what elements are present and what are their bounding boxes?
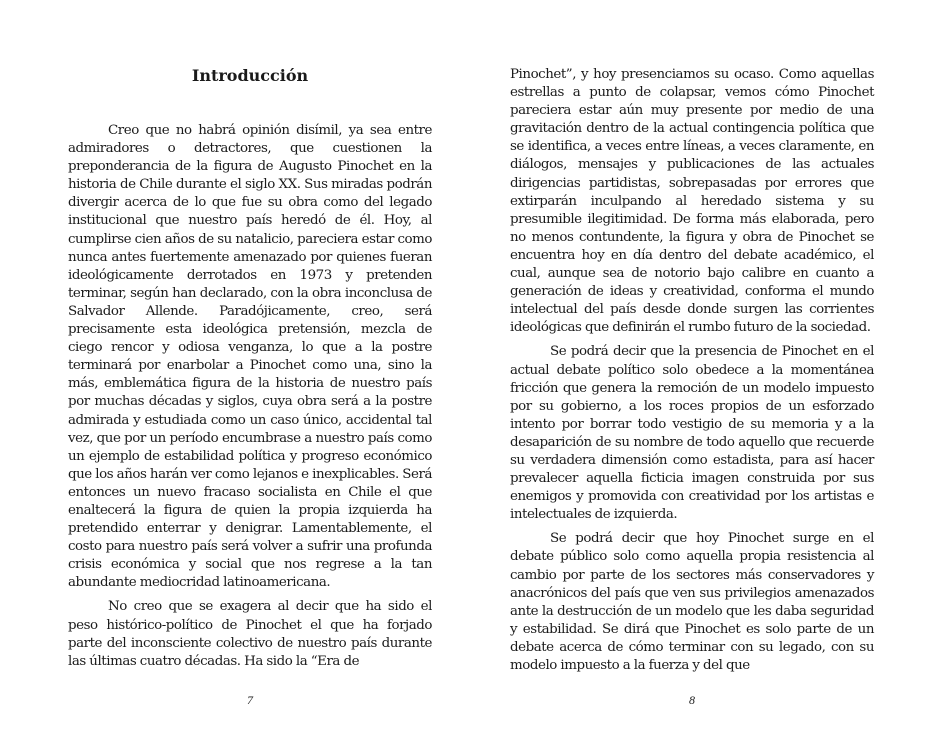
right-page-text [510, 66, 874, 681]
page-number: 8 [689, 693, 695, 707]
paragraph: Se podrá decir que hoy Pinochet surge en el debate público solo como aquella propia resistencia al cambio por parte de los sectores más conservadores y anacrónicos del país que ven sus privilegios amenazados ante la destrucción de un modelo que les daba seguridad y estabilidad. Se dirá que Pinochet es solo parte de un debate acerca de cómo terminar con su legado, con su modelo impuesto a la fuerza y del que [510, 531, 874, 673]
paragraph: Creo que no habrá opinión disímil, ya sea entre admiradores o detractores, que cuestionen la preponderancia de la figura de Augusto Pinochet en la historia de Chile durante el siglo XX. Sus miradas podrán divergir acerca de lo que fue su obra como del legado institucional que nuestro país heredó de él. Hoy, al cumplirse cien años de su natalicio, pareciera estar como nunca antes fuertemente amenazado por quienes fueran ideológicamente derrotados en 1973 y pretenden terminar, según han declarado, con la obra inconclusa de Salvador Allende. Paradójicamente, creo, será precisamente esta ideológica pretensión, mezcla de ciego rencor y odiosa venganza, lo que a la postre terminará por enarbolar a Pinochet como una, sino la más, emblemática figura de la historia de nuestro país por muchas décadas y siglos, cuya obra será a la postre admirada y estudiada como un caso único, accidental tal vez, que por un período encumbrase a nuestro país como un ejemplo de estabilidad política y progreso económico que los años harán ver como lejanos e inexplicables. Será entonces un nuevo fracaso socialista en Chile el que enaltecerá la figura de quien la propia izquierda ha pretendido enterrar y denigrar. Lamentablemente, el costo para nuestro país será volver a sufrir una profunda crisis económica y social que nos regrese a la tan abundante mediocridad latinoamericana. [68, 123, 432, 591]
paragraph: Pinochet”, y hoy presenciamos su ocaso. Como aquellas estrellas a punto de colapsar, vemos cómo Pinochet pareciera estar aún muy presente por medio de una gravitación dentro de la actual contingencia política que se identifica, a veces entre líneas, a veces claramente, en diálogos, mensajes y publicaciones de las actuales dirigencias partidistas, sobrepasadas por errores que extirparán inculpando al heredado sistema y su presumible ilegitimidad. De forma más elaborada, pero no menos contundente, la figura y obra de Pinochet se encuentra hoy en día dentro del debate académico, el cual, aunque sea de notorio bajo calibre en cuanto a generación de ideas y creatividad, conforma el mundo intelectual del país desde donde surgen las corrientes ideológicas que definirán el rumbo futuro de la sociedad. [510, 67, 874, 336]
paragraph: No creo que se exagera al decir que ha sido el peso histórico-político de Pinochet el que ha forjado parte del inconsciente colectivo de nuestro país durante las últimas cuatro décadas. Ha sido la “Era de [68, 599, 432, 669]
paragraph: Se podrá decir que la presencia de Pinochet en el actual debate político solo obedece a la momentánea fricción que genera la remoción de un modelo impuesto por su gobierno, a los roces propios de un esforzado intento por borrar todo vestigio de su memoria y a la desaparición de su nombre de todo aquello que recuerde su verdadera dimensión como estadista, para así hacer prevalecer aquella ficticia imagen construida por sus enemigos y promovida con creatividad por los artistas e intelectuales de izquierda. [510, 344, 874, 523]
page-number: 7 [247, 693, 253, 707]
left-page-text [68, 122, 432, 677]
chapter-title: Introducción [191, 66, 309, 85]
